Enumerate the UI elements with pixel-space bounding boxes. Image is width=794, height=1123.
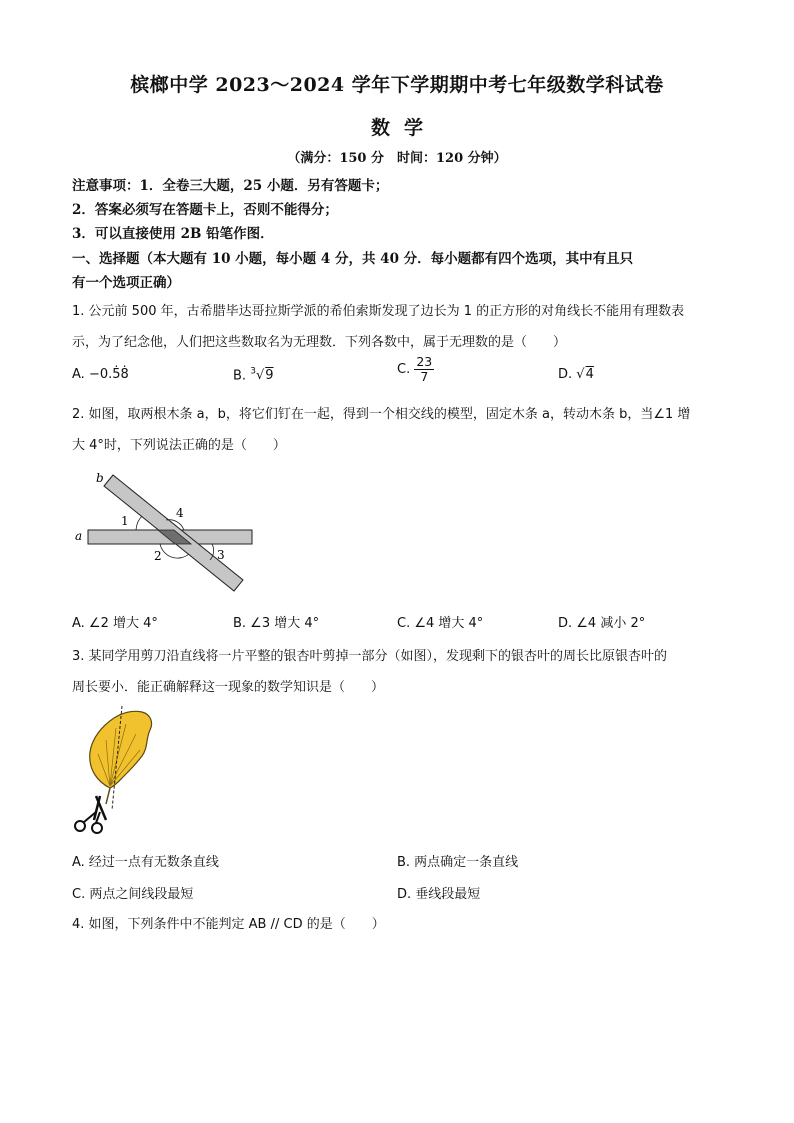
label-angle-3: 3: [217, 548, 225, 562]
q1-option-c-label: C.: [397, 362, 411, 377]
q3-option-d: D. 垂线段最短: [397, 887, 481, 902]
exam-subject: 数学: [370, 117, 437, 139]
q1-option-c-denominator: 7: [420, 369, 429, 384]
label-angle-4: 4: [176, 506, 184, 520]
label-b: b: [96, 471, 104, 485]
notes-line-1: 注意事项：1．全卷三大题，25 小题．另有答题卡；: [72, 178, 389, 194]
q3-ginkgo-leaf-figure: [70, 700, 160, 838]
label-angle-2: 2: [154, 549, 162, 563]
section1-heading-2: 有一个选项正确）: [72, 275, 180, 291]
section1-heading-1: 一、选择题（本大题有 10 小题，每小题 4 分，共 40 分．每小题都有四个选项，其中有且只: [72, 251, 634, 267]
q1-option-c: [397, 355, 434, 384]
scissors-icon: [75, 796, 106, 833]
q1-option-b-index: 3: [250, 367, 256, 377]
leaf-stem: [106, 788, 110, 804]
q1-option-b: [233, 367, 274, 383]
q3-stem-line-2: 周长要小．能正确解释这一现象的数学知识是（ ）: [72, 680, 385, 695]
q3-option-c: C. 两点之间线段最短: [72, 887, 194, 902]
label-angle-1: 1: [121, 514, 129, 528]
exam-meta: （满分：150 分 时间：120 分钟）: [287, 151, 507, 166]
q3-option-b: B. 两点确定一条直线: [397, 855, 519, 870]
q1-option-b-radicand: 9: [265, 368, 274, 384]
exam-title: 槟榔中学 2023～2024 学年下学期期中考七年级数学科试卷: [130, 74, 664, 96]
q4-stem-line-1: 4. 如图，下列条件中不能判定 AB // CD 的是（ ）: [72, 917, 385, 932]
q2-stem-line-1: 2. 如图，取两根木条 a，b，将它们钉在一起，得到一个相交线的模型，固定木条 a，转动木条 b，当∠1 增: [72, 407, 691, 422]
q3-option-a: A. 经过一点有无数条直线: [72, 855, 219, 870]
q1-option-a-label: A.: [72, 367, 85, 382]
q1-option-a: [72, 367, 129, 382]
q2-intersecting-sticks-figure: [70, 468, 260, 596]
q1-option-b-radical: $^3$√9: [250, 367, 274, 384]
q3-stem-line-1: 3. 某同学用剪刀沿直线将一片平整的银杏叶剪掉一部分（如图），发现剩下的银杏叶的周长比原银杏叶的: [72, 649, 668, 664]
q1-option-d-radicand: 4: [585, 367, 594, 382]
q2-option-d: D. ∠4 减小 2°: [558, 616, 646, 631]
q1-option-d-label: D.: [558, 367, 573, 382]
notes-line-3: 3．可以直接使用 2B 铅笔作图．: [72, 226, 274, 242]
q2-option-c: C. ∠4 增大 4°: [397, 616, 484, 631]
angle-1-arc: [136, 516, 142, 530]
q1-stem-line-2: 示，为了纪念他，人们把这些数取名为无理数．下列各数中，属于无理数的是（ ）: [72, 335, 567, 350]
q1-option-d-radical: √4: [576, 367, 594, 382]
label-a: a: [75, 529, 83, 543]
q1-stem-line-1: 1. 公元前 500 年，古希腊毕达哥拉斯学派的希伯索斯发现了边长为 1 的正方形的对角线长不能用有理数表: [72, 304, 685, 319]
q2-option-b: B. ∠3 增大 4°: [233, 616, 320, 631]
notes-line-2: 2．答案必须写在答题卡上，否则不能得分；: [72, 202, 338, 218]
q1-option-c-numerator: 23: [416, 354, 433, 369]
q2-option-a: A. ∠2 增大 4°: [72, 616, 158, 631]
q2-stem-line-2: 大 4°时，下列说法正确的是（ ）: [72, 438, 286, 453]
q1-option-a-value: −0.5̇8̇: [88, 367, 129, 382]
q1-option-c-fraction: [414, 355, 434, 384]
q1-option-d: [558, 367, 594, 382]
q1-option-b-label: B.: [233, 368, 247, 384]
